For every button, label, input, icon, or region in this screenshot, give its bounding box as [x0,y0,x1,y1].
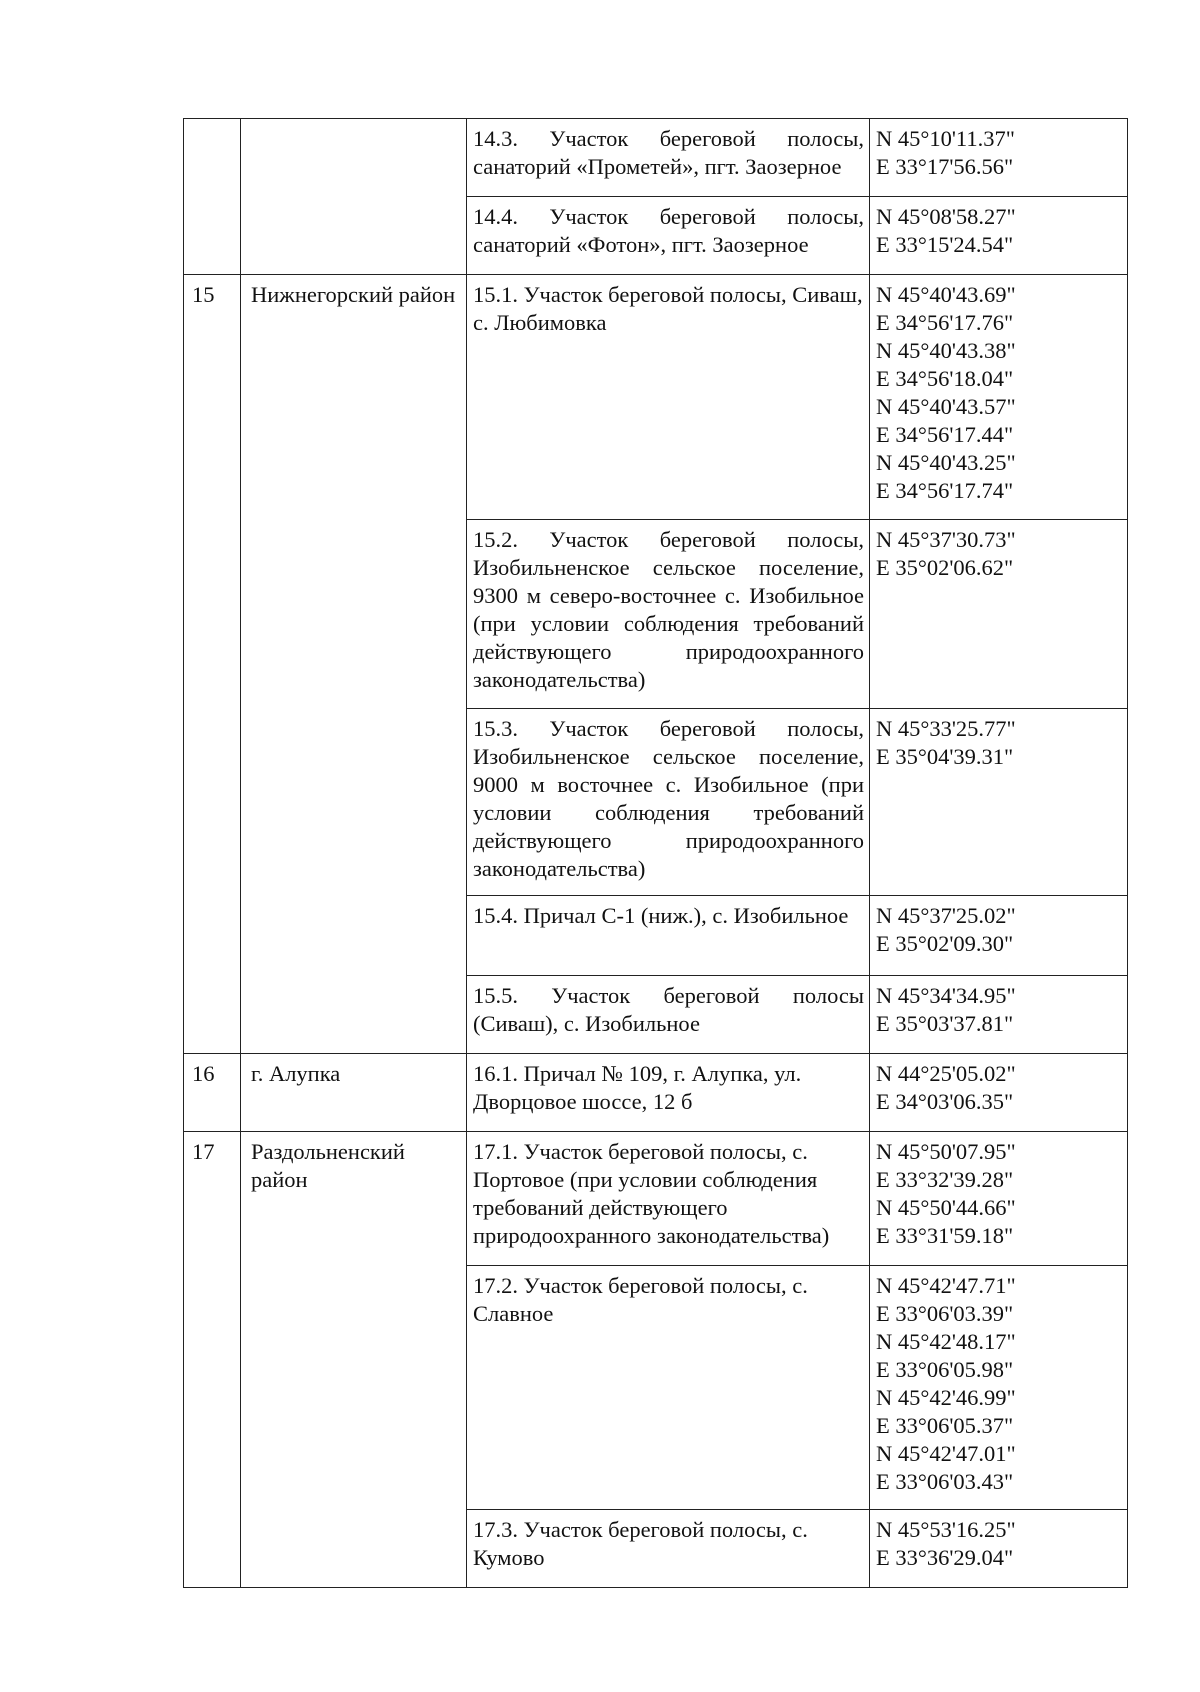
coordinate: E 33°06'03.39" [876,1301,1014,1326]
site-description: 15.5. Участок береговой полосы (Сиваш), с. Изобильное [473,983,864,1036]
table-row [184,275,1128,520]
coordinate: E 33°06'05.37" [876,1413,1014,1438]
coordinate: N 45°42'46.99" [876,1385,1016,1410]
site-description: 16.1. Причал № 109, г. Алупка, ул. Дворцовое шоссе, 12 б [473,1061,802,1114]
coordinate: N 45°34'34.95" [876,983,1016,1008]
coordinate: N 45°42'48.17" [876,1329,1016,1354]
row-number [184,119,241,275]
site-cell [467,119,870,197]
coordinates-cell [870,1054,1128,1132]
district-cell: Нижнегорский район [241,275,467,1054]
table-row [184,1054,1128,1132]
site-description: 15.1. Участок береговой полосы, Сиваш, с. Любимовка [473,282,863,335]
coordinate: E 33°06'03.43" [876,1469,1014,1494]
district-cell: Раздольненский район [241,1132,467,1588]
coordinate: E 34°56'17.44" [876,422,1014,447]
site-description: 15.3. Участок береговой полосы, Изобильненское сельское поселение, 9000 м восточнее с. Изобильное (при условии соблюдения требований действующего природоохранного законодательства) [473,716,864,881]
coordinate: E 33°15'24.54" [876,232,1014,257]
site-description: 17.1. Участок береговой полосы, с. Портовое (при условии соблюдения требований действующего природоохранного законодательства) [473,1139,830,1248]
coordinate: N 45°40'43.57" [876,394,1016,419]
coordinates-cell [870,520,1128,709]
coordinate: N 45°40'43.25" [876,450,1016,475]
site-cell [467,709,870,896]
coordinate: N 45°37'25.02" [876,903,1016,928]
coordinate: E 34°56'17.76" [876,310,1014,335]
site-cell [467,1510,870,1588]
coordinate: E 35°02'06.62" [876,555,1014,580]
coordinate: E 33°36'29.04" [876,1545,1014,1570]
site-cell [467,1132,870,1266]
coordinate: E 33°06'05.98" [876,1357,1014,1382]
coordinates-cell [870,275,1128,520]
site-description: 15.2. Участок береговой полосы, Изобильненское сельское поселение, 9300 м северо-восточнее с. Изобильное (при условии соблюдения требований действующего природоохранного законодательства) [473,527,864,692]
site-cell [467,197,870,275]
site-cell [467,896,870,976]
site-cell [467,520,870,709]
coordinate: E 33°17'56.56" [876,154,1014,179]
site-cell [467,1266,870,1510]
coordinate: N 45°50'44.66" [876,1195,1016,1220]
coordinate: E 35°03'37.81" [876,1011,1014,1036]
coordinate: E 34°56'18.04" [876,366,1014,391]
coordinate: N 45°50'07.95" [876,1139,1016,1164]
site-description: 17.3. Участок береговой полосы, с. Кумово [473,1517,808,1570]
site-description: 17.2. Участок береговой полосы, с. Славное [473,1273,808,1326]
site-description: 14.4. Участок береговой полосы, санаторий «Фотон», пгт. Заозерное [473,204,864,257]
coordinate: N 45°42'47.71" [876,1273,1016,1298]
table-row [184,1132,1128,1266]
coordinate: N 45°08'58.27" [876,204,1016,229]
coordinate: E 33°31'59.18" [876,1223,1014,1248]
coordinates-cell [870,197,1128,275]
coordinate: N 45°40'43.38" [876,338,1016,363]
coordinate: N 45°53'16.25" [876,1517,1016,1542]
coordinate: E 33°32'39.28" [876,1167,1014,1192]
district-cell [241,119,467,275]
coordinate: E 35°04'39.31" [876,744,1014,769]
site-cell [467,976,870,1054]
coordinate: E 34°03'06.35" [876,1089,1014,1114]
site-description: 15.4. Причал С-1 (ниж.), с. Изобильное [473,903,849,928]
site-cell [467,1054,870,1132]
row-number: 16 [184,1054,241,1132]
coordinate: E 35°02'09.30" [876,931,1014,956]
row-number: 17 [184,1132,241,1588]
coordinates-cell [870,976,1128,1054]
site-description: 14.3. Участок береговой полосы, санаторий «Прометей», пгт. Заозерное [473,126,864,179]
coordinates-cell [870,1510,1128,1588]
site-cell [467,275,870,520]
coordinates-cell [870,1266,1128,1510]
coordinate: N 45°42'47.01" [876,1441,1016,1466]
beach-sites-table [183,118,1128,1588]
coordinate: N 45°40'43.69" [876,282,1016,307]
table-row [184,119,1128,197]
coordinate: N 45°37'30.73" [876,527,1016,552]
coordinate: N 45°10'11.37" [876,126,1015,151]
coordinates-cell [870,896,1128,976]
row-number: 15 [184,275,241,1054]
coordinate: N 45°33'25.77" [876,716,1016,741]
coordinates-cell [870,1132,1128,1266]
coordinate: N 44°25'05.02" [876,1061,1016,1086]
coordinates-cell [870,119,1128,197]
coordinate: E 34°56'17.74" [876,478,1014,503]
coordinates-cell [870,709,1128,896]
district-cell: г. Алупка [241,1054,467,1132]
